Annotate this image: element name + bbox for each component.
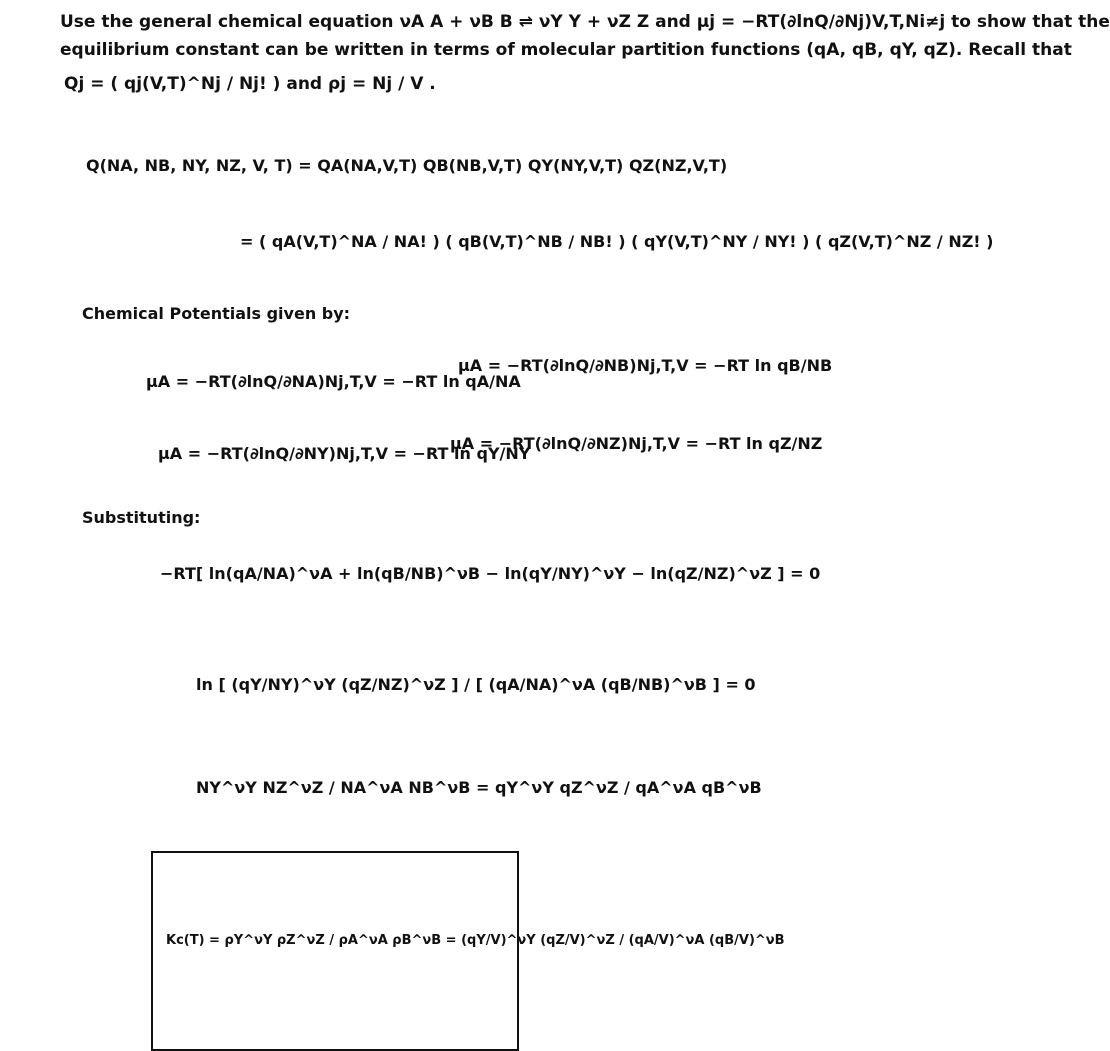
result-equation: Kc(T) = ρY^νY ρZ^νZ / ρA^νA ρB^νB = (qY/V)^νY (qZ/V)^νZ / (qA/V)^νA (qB/V)^νB (166, 933, 785, 948)
partition-expanded: = ( qA(V,T)^NA / NA! ) ( qB(V,T)^NB / NB! ) ( qY(V,T)^NY / NY! ) ( qZ(V,T)^NZ / NZ! ) (240, 232, 994, 251)
subst-eq: −RT[ ln(qA/NA)^νA + ln(qB/NB)^νB − ln(qY/NY)^νY − ln(qZ/NZ)^νZ ] = 0 (160, 564, 821, 583)
mu-y: μA = −RT(∂lnQ/∂NY)Nj,T,V = −RT ln qY/NY (158, 444, 531, 463)
mu-b: μA = −RT(∂lnQ/∂NB)Nj,T,V = −RT ln qB/NB (458, 356, 833, 375)
subst-heading: Substituting: (82, 508, 201, 527)
problem-line-3: Qj = ( qj(V,T)^Nj / Nj! ) and ρj = Nj / V . (64, 74, 436, 94)
log-ratio: ln [ (qY/NY)^νY (qZ/NZ)^νZ ] / [ (qA/NA)^νA (qB/NB)^νB ] = 0 (196, 675, 756, 694)
problem-line-1: Use the general chemical equation νA A + νB B ⇌ νY Y + νZ Z and μj = −RT(∂lnQ/∂Nj)V,T,Ni≠j to show that the (60, 12, 1110, 32)
mu-a: μA = −RT(∂lnQ/∂NA)Nj,T,V = −RT ln qA/NA (146, 372, 521, 391)
chem-pot-heading: Chemical Potentials given by: (82, 304, 351, 323)
mu-z: μA = −RT(∂lnQ/∂NZ)Nj,T,V = −RT ln qZ/NZ (450, 434, 823, 453)
result-box (151, 851, 519, 1051)
problem-line-2: equilibrium constant can be written in terms of molecular partition functions (qA, qB, qY, qZ). Recall that (60, 40, 1072, 60)
ratio-eq: NY^νY NZ^νZ / NA^νA NB^νB = qY^νY qZ^νZ / qA^νA qB^νB (196, 778, 762, 797)
partition-product: Q(NA, NB, NY, NZ, V, T) = QA(NA,V,T) QB(NB,V,T) QY(NY,V,T) QZ(NZ,V,T) (86, 156, 728, 175)
